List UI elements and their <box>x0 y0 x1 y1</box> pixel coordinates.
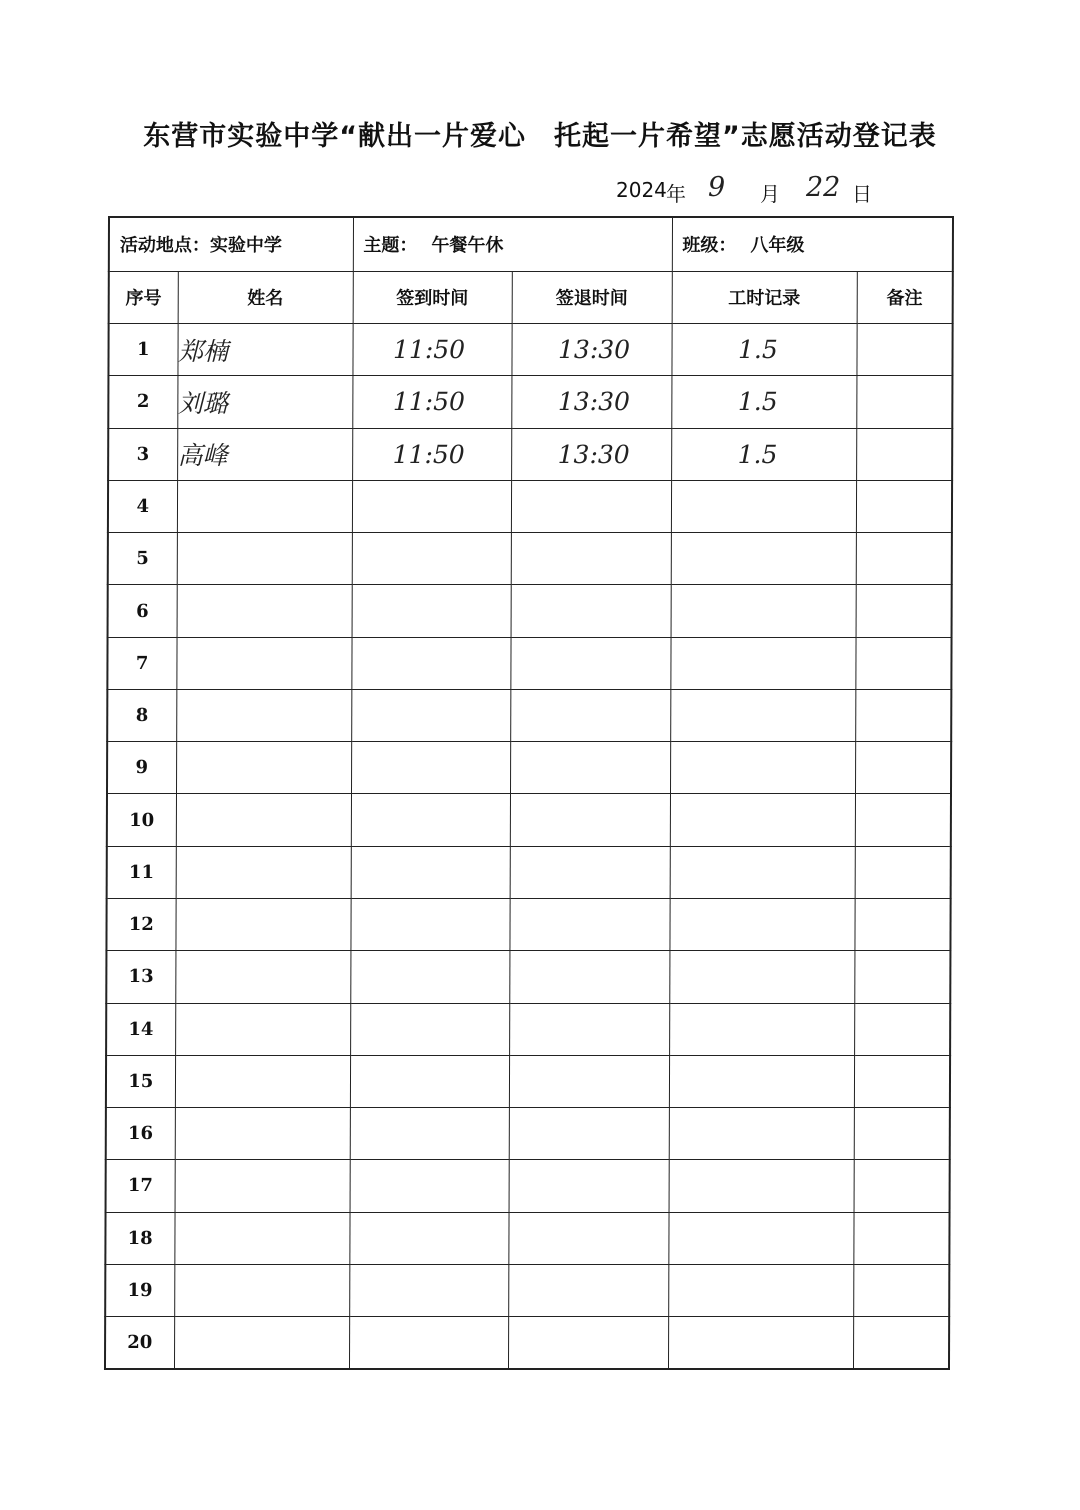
location-cell <box>109 217 353 271</box>
class-label: 班级： <box>682 235 737 257</box>
location-value: 实验中学 <box>209 235 282 257</box>
table-row <box>108 480 952 532</box>
theme-label: 主题： <box>363 235 418 257</box>
checkout-cell <box>510 794 670 846</box>
theme-cell <box>353 217 672 271</box>
name-cell <box>175 1160 350 1212</box>
header-checkin: 签到时间 <box>353 271 512 323</box>
checkout-cell <box>511 428 671 480</box>
name-cell <box>174 1212 349 1264</box>
checkin-cell <box>352 376 511 428</box>
remarks-cell <box>855 637 951 689</box>
row-number-cell: 15 <box>106 1055 175 1107</box>
table-row <box>108 324 952 376</box>
checkin-cell <box>352 585 511 637</box>
table-row <box>105 1212 949 1264</box>
name-value: 高峰 <box>177 441 228 471</box>
name-cell <box>177 585 352 637</box>
table-row <box>106 1108 950 1160</box>
name-cell <box>175 1108 350 1160</box>
checkin-cell <box>351 846 510 898</box>
checkin-value: 11:50 <box>392 387 465 417</box>
checkout-cell <box>508 1264 668 1316</box>
hours-cell <box>671 428 856 480</box>
name-cell <box>176 794 351 846</box>
table-row <box>108 533 952 585</box>
name-cell <box>176 846 351 898</box>
hours-cell <box>670 846 855 898</box>
hours-cell <box>668 1317 853 1369</box>
hours-cell <box>668 1212 853 1264</box>
checkout-value: 13:30 <box>557 439 630 469</box>
checkin-cell <box>349 1264 508 1316</box>
checkin-cell <box>352 533 511 585</box>
hours-cell <box>671 585 856 637</box>
row-number-cell: 7 <box>107 637 176 689</box>
hours-value: 1.5 <box>737 335 778 365</box>
checkin-cell <box>350 1055 509 1107</box>
remarks-cell <box>856 480 952 532</box>
name-cell <box>174 1317 349 1369</box>
name-cell <box>177 533 352 585</box>
date-day: 22 <box>806 172 841 203</box>
row-number-cell: 12 <box>106 898 175 950</box>
checkin-value: 11:50 <box>392 439 465 469</box>
hours-value: 1.5 <box>737 439 778 469</box>
checkout-cell <box>509 951 669 1003</box>
table-row <box>108 376 952 428</box>
remarks-cell <box>856 324 952 376</box>
row-number-cell: 13 <box>106 951 175 1003</box>
name-value: 刘璐 <box>177 388 228 418</box>
hours-cell <box>669 1160 854 1212</box>
name-cell <box>175 1003 350 1055</box>
row-number-cell: 1 <box>108 324 177 376</box>
header-hours: 工时记录 <box>672 271 857 323</box>
row-number-cell: 16 <box>106 1108 175 1160</box>
table-row <box>106 898 950 950</box>
table-row <box>105 1264 949 1316</box>
remarks-cell <box>853 1212 949 1264</box>
remarks-cell <box>854 898 950 950</box>
table-row <box>106 1055 950 1107</box>
table-row <box>106 1160 950 1212</box>
row-number-cell: 3 <box>108 428 177 480</box>
remarks-cell <box>854 1160 950 1212</box>
hours-cell <box>671 324 856 376</box>
remarks-cell <box>855 689 951 741</box>
theme-value: 午餐午休 <box>431 235 504 257</box>
class-cell <box>672 217 953 271</box>
checkin-cell <box>350 1160 509 1212</box>
name-cell <box>177 324 352 376</box>
table-row <box>107 637 951 689</box>
row-number-cell: 20 <box>105 1317 174 1369</box>
row-number-cell: 14 <box>106 1003 175 1055</box>
checkout-cell <box>511 480 671 532</box>
hours-cell <box>671 480 856 532</box>
hours-cell <box>670 794 855 846</box>
checkin-cell <box>350 898 509 950</box>
hours-cell <box>671 533 856 585</box>
row-number-cell: 5 <box>108 533 177 585</box>
date-year-unit: 年 <box>666 182 686 206</box>
table-row <box>106 951 950 1003</box>
header-no: 序号 <box>109 271 178 323</box>
name-cell <box>176 637 351 689</box>
hours-value: 1.5 <box>737 387 778 417</box>
checkout-cell <box>510 742 670 794</box>
table-row <box>108 585 952 637</box>
name-cell <box>177 480 352 532</box>
hours-cell <box>669 1055 854 1107</box>
header-name: 姓名 <box>178 271 353 323</box>
hours-cell <box>670 689 855 741</box>
checkout-cell <box>511 376 671 428</box>
name-cell <box>175 898 350 950</box>
table-row <box>107 689 951 741</box>
header-checkout: 签退时间 <box>512 271 672 323</box>
checkout-cell <box>508 1317 668 1369</box>
checkout-cell <box>511 533 671 585</box>
hours-cell <box>671 376 856 428</box>
hours-cell <box>668 1264 853 1316</box>
row-number-cell: 8 <box>107 689 176 741</box>
row-number-cell: 17 <box>106 1160 175 1212</box>
checkout-cell <box>509 1108 669 1160</box>
table-row <box>107 742 951 794</box>
table-row <box>106 1003 950 1055</box>
header-remarks: 备注 <box>857 271 953 323</box>
checkout-cell <box>509 1003 669 1055</box>
checkout-value: 13:30 <box>557 387 630 417</box>
location-label: 活动地点： <box>119 235 210 257</box>
info-row <box>109 217 953 271</box>
remarks-cell <box>853 1317 949 1369</box>
row-number-cell: 19 <box>105 1264 174 1316</box>
checkout-cell <box>510 846 670 898</box>
row-number-cell: 6 <box>108 585 177 637</box>
checkout-cell <box>508 1212 668 1264</box>
date-year: 2024 <box>616 178 667 202</box>
hours-cell <box>669 898 854 950</box>
checkin-cell <box>351 742 510 794</box>
remarks-cell <box>854 1108 950 1160</box>
checkin-cell <box>349 1212 508 1264</box>
row-number-cell: 10 <box>107 794 176 846</box>
hours-cell <box>670 742 855 794</box>
checkin-cell <box>351 637 510 689</box>
class-value: 八年级 <box>750 235 805 257</box>
name-cell <box>175 951 350 1003</box>
remarks-cell <box>855 794 951 846</box>
checkout-cell <box>510 637 670 689</box>
checkout-cell <box>510 689 670 741</box>
remarks-cell <box>854 1055 950 1107</box>
remarks-cell <box>854 951 950 1003</box>
date-month-unit: 月 <box>760 182 780 206</box>
remarks-cell <box>856 533 952 585</box>
checkout-cell <box>509 1055 669 1107</box>
table-row <box>108 428 952 480</box>
name-cell <box>177 428 352 480</box>
checkin-cell <box>352 480 511 532</box>
remarks-cell <box>853 1264 949 1316</box>
hours-cell <box>669 951 854 1003</box>
remarks-cell <box>856 428 952 480</box>
remarks-cell <box>856 585 952 637</box>
table-row <box>107 846 951 898</box>
checkout-cell <box>511 585 671 637</box>
checkin-cell <box>352 428 511 480</box>
name-cell <box>176 742 351 794</box>
row-number-cell: 9 <box>107 742 176 794</box>
checkin-value: 11:50 <box>392 335 466 365</box>
row-number-cell: 11 <box>107 846 176 898</box>
checkin-cell <box>351 689 510 741</box>
form-title: 东营市实验中学“献出一片爱心 托起一片希望”志愿活动登记表 <box>143 121 937 152</box>
header-row <box>109 271 953 323</box>
table-row <box>105 1317 949 1369</box>
remarks-cell <box>854 1003 950 1055</box>
checkout-cell <box>509 1160 669 1212</box>
date-day-unit: 日 <box>852 182 872 206</box>
name-cell <box>174 1264 349 1316</box>
row-number-cell: 18 <box>105 1212 174 1264</box>
row-number-cell: 4 <box>108 480 177 532</box>
name-cell <box>175 1055 350 1107</box>
remarks-cell <box>855 846 951 898</box>
remarks-cell <box>856 376 952 428</box>
name-value: 郑楠 <box>177 336 229 366</box>
checkin-cell <box>350 1108 509 1160</box>
hours-cell <box>669 1108 854 1160</box>
form-date <box>616 170 936 214</box>
checkout-value: 13:30 <box>557 335 631 365</box>
date-month: 9 <box>708 172 726 203</box>
hours-cell <box>670 637 855 689</box>
remarks-cell <box>855 742 951 794</box>
checkin-cell <box>350 1003 509 1055</box>
hours-cell <box>669 1003 854 1055</box>
row-number-cell: 2 <box>108 376 177 428</box>
checkin-cell <box>349 1317 508 1369</box>
checkin-cell <box>351 794 510 846</box>
name-cell <box>176 689 351 741</box>
checkin-cell <box>352 324 511 376</box>
checkout-cell <box>511 324 671 376</box>
name-cell <box>177 376 352 428</box>
checkout-cell <box>509 898 669 950</box>
checkin-cell <box>350 951 509 1003</box>
registration-table <box>104 216 954 1370</box>
table-row <box>107 794 951 846</box>
